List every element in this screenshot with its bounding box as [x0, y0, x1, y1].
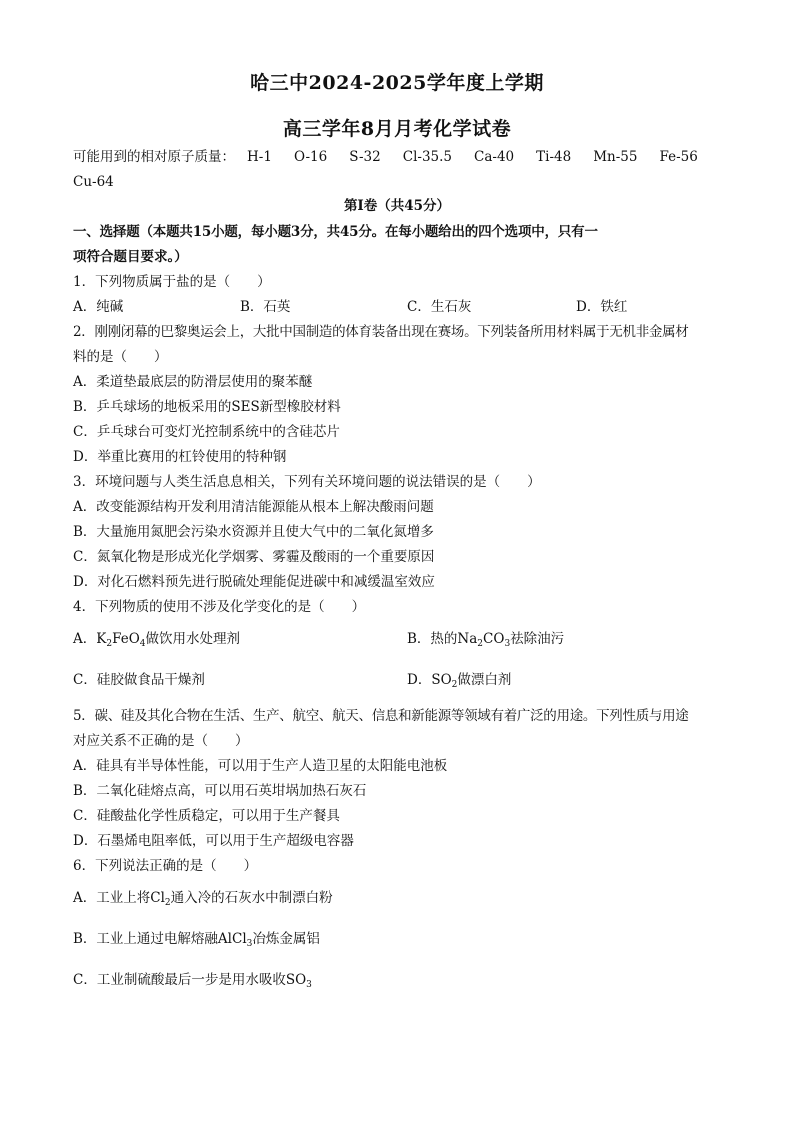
q1-stem: 1．下列物质属于盐的是（ ） — [73, 274, 271, 290]
q2-option-c: C．乒乓球台可变灯光控制系统中的含硅芯片 — [73, 424, 340, 440]
q1-option-b: B．石英 — [240, 299, 291, 315]
q1-option-c: C．生石灰 — [407, 299, 472, 315]
mass-s: S-32 — [349, 149, 381, 165]
q5-option-d: D．石墨烯电阻率低，可以用于生产超级电容器 — [73, 833, 354, 849]
q2-option-a: A．柔道垫最底层的防滑层使用的聚苯醚 — [73, 374, 313, 390]
exam-title-school: 哈三中2024-2025学年度上学期 — [250, 72, 544, 94]
q4-option-c: C．硅胶做食品干燥剂 — [73, 672, 205, 688]
q2-stem-2: 料的是（ ） — [73, 349, 168, 365]
mass-o: O-16 — [293, 149, 328, 165]
q6-stem: 6．下列说法正确的是（ ） — [73, 858, 258, 874]
mass-cu: Cu-64 — [73, 174, 114, 190]
q3-option-b: B．大量施用氮肥会污染水资源并且使大气中的二氧化氮增多 — [73, 524, 434, 540]
mass-h: H-1 — [247, 149, 272, 165]
q2-option-d: D．举重比赛用的杠铃使用的特种钢 — [73, 449, 287, 465]
q3-option-c: C．氮氧化物是形成光化学烟雾、雾霾及酸雨的一个重要原因 — [73, 549, 435, 565]
q1-option-a: A．纯碱 — [73, 299, 124, 315]
q4-option-a: A．$K_2FeO_4$做饮用水处理剂 — [73, 631, 240, 649]
mass-mn: Mn-55 — [593, 149, 638, 165]
mass-ti: Ti-48 — [536, 149, 572, 165]
q5-stem-2: 对应关系不正确的是（ ） — [73, 733, 249, 749]
mass-fe: Fe-56 — [659, 149, 698, 165]
q1-option-d: D．铁红 — [576, 299, 628, 315]
q3-stem: 3．环境问题与人类生活息息相关，下列有关环境问题的说法错误的是（ ） — [73, 474, 541, 490]
section-instruction-1: 一、选择题（本题共15小题，每小题3分，共45分。在每小题给出的四个选项中，只有一 — [73, 224, 598, 240]
q2-option-b: B．乒乓球场的地板采用的SES新型橡胶材料 — [73, 399, 341, 415]
atomic-masses — [73, 147, 733, 167]
q6-option-b: B．工业上通过电解熔融AlCl$_3$冶炼金属铝 — [73, 931, 320, 949]
q3-option-d: D．对化石燃料预先进行脱硫处理能促进碳中和减缓温室效应 — [73, 574, 435, 590]
q4-option-b: B．热的$Na_2CO_3$祛除油污 — [407, 631, 565, 649]
exam-title-subject: 高三学年8月月考化学试卷 — [282, 118, 512, 140]
q2-stem-1: 2．刚刚闭幕的巴黎奥运会上，大批中国制造的体育装备出现在赛场。下列装备所用材料属于无机非金属材 — [73, 324, 689, 340]
q3-option-a: A．改变能源结构开发利用清洁能源能从根本上解决酸雨问题 — [73, 499, 434, 515]
q6-option-c: C．工业制硫酸最后一步是用水吸收$SO_3$ — [73, 972, 312, 990]
q5-option-c: C．硅酸盐化学性质稳定，可以用于生产餐具 — [73, 808, 340, 824]
q4-stem: 4．下列物质的使用不涉及化学变化的是（ ） — [73, 599, 366, 615]
q5-stem-1: 5．碳、硅及其化合物在生活、生产、航空、航天、信息和新能源等领域有着广泛的用途。下列性质与用途 — [73, 708, 689, 724]
mass-ca: Ca-40 — [474, 149, 515, 165]
q5-option-a: A．硅具有半导体性能，可以用于生产人造卫星的太阳能电池板 — [73, 758, 448, 774]
q6-option-a: A．工业上将$Cl_2$通入冷的石灰水中制漂白粉 — [73, 890, 333, 908]
q4-option-d: D．$SO_2$做漂白剂 — [407, 672, 512, 690]
section-instruction-2: 项符合题目要求。） — [73, 249, 188, 265]
q5-option-b: B．二氧化硅熔点高，可以用石英坩埚加热石灰石 — [73, 783, 367, 799]
atomic-masses-label: 可能用到的相对原子质量： — [73, 149, 235, 165]
section-title: 第Ⅰ卷（共45分） — [343, 198, 451, 214]
mass-cl: Cl-35.5 — [402, 149, 453, 165]
